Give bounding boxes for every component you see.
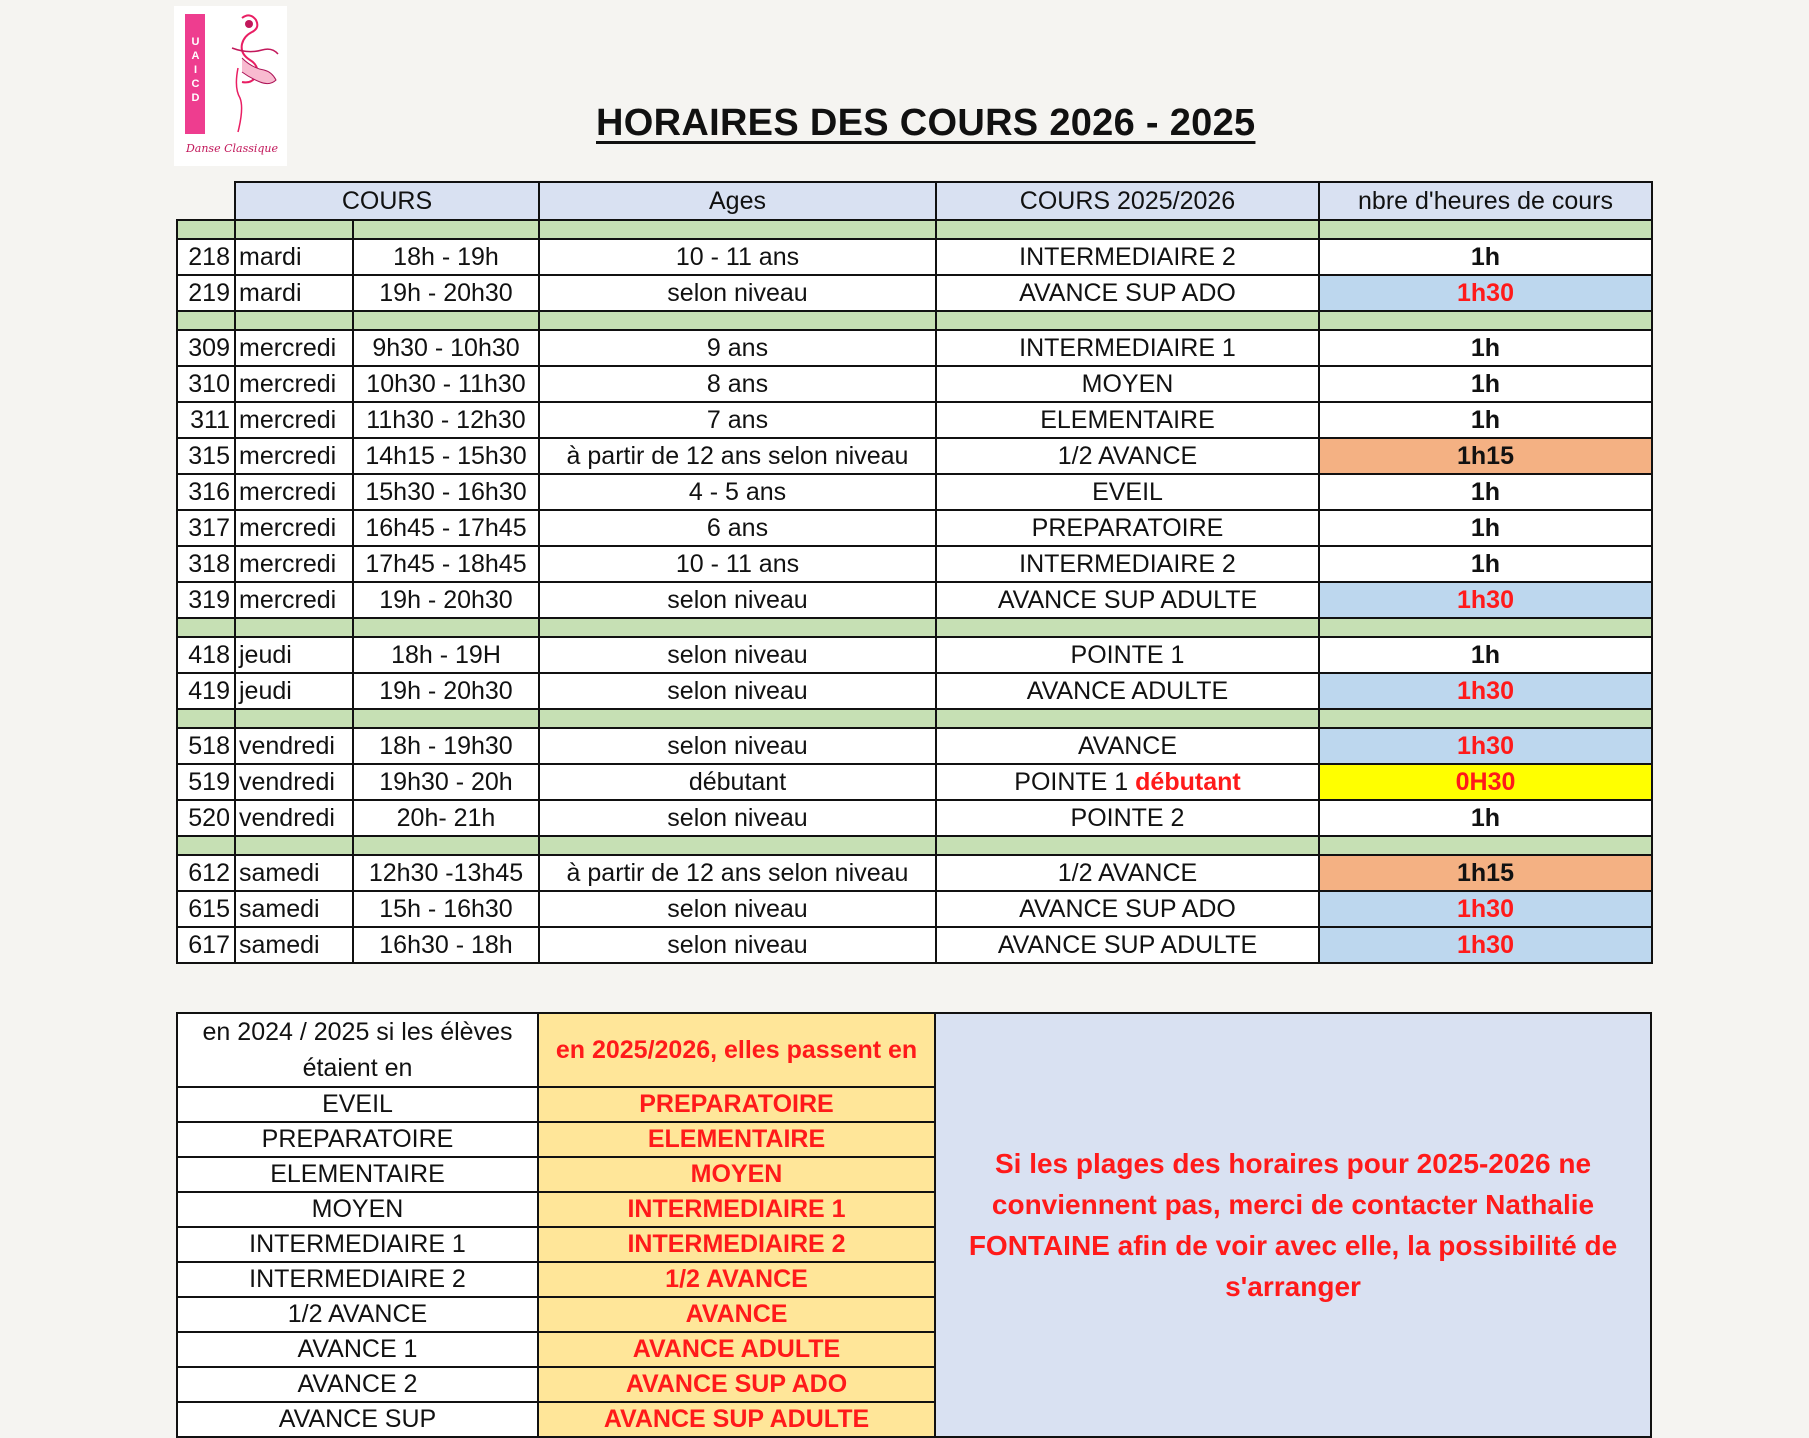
schedule-header-blank	[177, 182, 235, 220]
course-day: mercredi	[235, 330, 353, 366]
course-time: 10h30 - 11h30	[353, 366, 539, 402]
course-number: 315	[177, 438, 235, 474]
course-level	[936, 582, 1319, 618]
course-ages: selon niveau	[539, 582, 936, 618]
course-number: 612	[177, 855, 235, 891]
course-time: 15h30 - 16h30	[353, 474, 539, 510]
course-hours: 0H30	[1319, 764, 1652, 800]
course-hours: 1h30	[1319, 673, 1652, 709]
course-level	[936, 673, 1319, 709]
progression-to: AVANCE ADULTE	[538, 1332, 935, 1367]
course-hours: 1h	[1319, 510, 1652, 546]
course-time: 15h - 16h30	[353, 891, 539, 927]
course-level-label: 1/2 AVANCE	[1057, 441, 1198, 470]
course-number: 310	[177, 366, 235, 402]
progression-from: ELEMENTAIRE	[177, 1157, 538, 1192]
course-ages: 10 - 11 ans	[539, 239, 936, 275]
course-time: 16h45 - 17h45	[353, 510, 539, 546]
course-time: 19h - 20h30	[353, 275, 539, 311]
course-level-label: MOYEN	[1081, 369, 1174, 398]
schedule-row	[177, 366, 1652, 402]
course-day: jeudi	[235, 637, 353, 673]
course-level-label: AVANCE SUP ADULTE	[997, 585, 1258, 614]
header-hours: nbre d'heures de cours	[1319, 182, 1652, 220]
course-ages: selon niveau	[539, 891, 936, 927]
course-ages: à partir de 12 ans selon niveau	[539, 438, 936, 474]
course-day: vendredi	[235, 800, 353, 836]
separator-cell	[235, 311, 353, 330]
course-hours: 1h	[1319, 474, 1652, 510]
course-hours: 1h30	[1319, 728, 1652, 764]
course-ages: 9 ans	[539, 330, 936, 366]
separator-cell	[177, 220, 235, 239]
separator-cell	[936, 709, 1319, 728]
schedule-header-row	[177, 182, 1652, 220]
course-level-label: INTERMEDIAIRE 2	[1019, 549, 1236, 578]
course-ages: selon niveau	[539, 637, 936, 673]
course-level	[936, 330, 1319, 366]
course-level	[936, 474, 1319, 510]
schedule-row	[177, 402, 1652, 438]
header-ages: Ages	[539, 182, 936, 220]
course-level-label: AVANCE SUP ADULTE	[997, 930, 1258, 959]
course-hours: 1h	[1319, 402, 1652, 438]
course-number: 311	[177, 402, 235, 438]
course-level	[936, 855, 1319, 891]
course-number: 218	[177, 239, 235, 275]
course-day: mercredi	[235, 582, 353, 618]
schedule-row	[177, 637, 1652, 673]
course-level	[936, 239, 1319, 275]
course-level-label: INTERMEDIAIRE 1	[1019, 333, 1236, 362]
course-level	[936, 366, 1319, 402]
course-level	[936, 927, 1319, 963]
course-ages: selon niveau	[539, 275, 936, 311]
schedule-row	[177, 582, 1652, 618]
course-time: 16h30 - 18h	[353, 927, 539, 963]
course-time: 19h - 20h30	[353, 582, 539, 618]
course-day: samedi	[235, 855, 353, 891]
course-day: samedi	[235, 927, 353, 963]
course-level-label: POINTE 1	[1070, 640, 1185, 669]
schedule-body	[177, 220, 1652, 963]
separator-cell	[1319, 836, 1652, 855]
separator-cell	[353, 618, 539, 637]
progression-from: AVANCE 1	[177, 1332, 538, 1367]
course-hours: 1h	[1319, 330, 1652, 366]
progression-to: AVANCE SUP ADO	[538, 1367, 935, 1402]
course-ages: 6 ans	[539, 510, 936, 546]
course-number: 518	[177, 728, 235, 764]
course-number: 316	[177, 474, 235, 510]
course-level	[936, 510, 1319, 546]
progression-table	[176, 1012, 1652, 1438]
school-logo	[174, 6, 287, 166]
progression-from: AVANCE SUP	[177, 1402, 538, 1437]
course-number: 419	[177, 673, 235, 709]
schedule-row	[177, 800, 1652, 836]
progression-header-to: en 2025/2026, elles passent en	[538, 1013, 935, 1087]
course-level	[936, 275, 1319, 311]
course-hours: 1h15	[1319, 855, 1652, 891]
progression-header-row	[177, 1013, 1651, 1087]
course-day: samedi	[235, 891, 353, 927]
schedule-row	[177, 510, 1652, 546]
group-separator-row	[177, 311, 1652, 330]
course-hours: 1h	[1319, 637, 1652, 673]
separator-cell	[235, 836, 353, 855]
progression-to: AVANCE SUP ADULTE	[538, 1402, 935, 1437]
course-number: 219	[177, 275, 235, 311]
course-hours: 1h30	[1319, 275, 1652, 311]
separator-cell	[353, 220, 539, 239]
course-hours: 1h	[1319, 546, 1652, 582]
course-level	[936, 800, 1319, 836]
course-number: 309	[177, 330, 235, 366]
schedule-row	[177, 891, 1652, 927]
dancer-icon	[202, 8, 282, 138]
progression-to: MOYEN	[538, 1157, 935, 1192]
course-number: 615	[177, 891, 235, 927]
course-level	[936, 546, 1319, 582]
course-ages: selon niveau	[539, 673, 936, 709]
course-level	[936, 728, 1319, 764]
schedule-row	[177, 239, 1652, 275]
progression-from: EVEIL	[177, 1087, 538, 1122]
schedule-row	[177, 764, 1652, 800]
page-title: HORAIRES DES COURS 2026 - 2025	[596, 102, 1256, 144]
separator-cell	[177, 836, 235, 855]
progression-body	[177, 1013, 1651, 1437]
separator-cell	[177, 618, 235, 637]
contact-note: Si les plages des horaires pour 2025-2026 ne conviennent pas, merci de contacter Nathalie FONTAINE afin de voir avec elle, la possibilité de s'arranger	[935, 1013, 1651, 1437]
separator-cell	[1319, 618, 1652, 637]
course-day: vendredi	[235, 728, 353, 764]
schedule-table	[176, 181, 1653, 964]
progression-to: ELEMENTAIRE	[538, 1122, 935, 1157]
schedule-row	[177, 275, 1652, 311]
course-number: 317	[177, 510, 235, 546]
course-number: 318	[177, 546, 235, 582]
separator-cell	[1319, 220, 1652, 239]
logo-tagline: Danse Classique	[185, 142, 279, 155]
schedule-row	[177, 546, 1652, 582]
course-day: mercredi	[235, 366, 353, 402]
course-level-label: POINTE 1	[1014, 767, 1129, 796]
course-time: 19h - 20h30	[353, 673, 539, 709]
course-day: mercredi	[235, 474, 353, 510]
separator-cell	[539, 220, 936, 239]
schedule-row	[177, 927, 1652, 963]
course-ages: 7 ans	[539, 402, 936, 438]
course-number: 617	[177, 927, 235, 963]
course-level-label: ELEMENTAIRE	[1040, 405, 1215, 434]
course-time: 18h - 19h	[353, 239, 539, 275]
group-separator-row	[177, 709, 1652, 728]
progression-to: AVANCE	[538, 1297, 935, 1332]
course-level	[936, 764, 1319, 800]
separator-cell	[353, 311, 539, 330]
course-ages: 8 ans	[539, 366, 936, 402]
course-ages: 4 - 5 ans	[539, 474, 936, 510]
course-time: 19h30 - 20h	[353, 764, 539, 800]
progression-to: INTERMEDIAIRE 1	[538, 1192, 935, 1227]
course-number: 520	[177, 800, 235, 836]
course-level	[936, 402, 1319, 438]
course-hours: 1h30	[1319, 927, 1652, 963]
course-ages: selon niveau	[539, 800, 936, 836]
schedule-row	[177, 673, 1652, 709]
group-separator-row	[177, 220, 1652, 239]
progression-from: PREPARATOIRE	[177, 1122, 538, 1157]
course-hours: 1h	[1319, 366, 1652, 402]
separator-cell	[177, 311, 235, 330]
course-level	[936, 438, 1319, 474]
header-cours: COURS	[235, 182, 539, 220]
course-day: mercredi	[235, 438, 353, 474]
header-cours-2025-2026: COURS 2025/2026	[936, 182, 1319, 220]
schedule-row	[177, 438, 1652, 474]
course-time: 14h15 - 15h30	[353, 438, 539, 474]
course-day: mercredi	[235, 510, 353, 546]
course-hours: 1h30	[1319, 891, 1652, 927]
course-day: mardi	[235, 239, 353, 275]
separator-cell	[235, 220, 353, 239]
separator-cell	[936, 836, 1319, 855]
progression-from: 1/2 AVANCE	[177, 1297, 538, 1332]
course-level-label: AVANCE SUP ADO	[1019, 278, 1236, 307]
course-hours: 1h15	[1319, 438, 1652, 474]
progression-from: INTERMEDIAIRE 2	[177, 1262, 538, 1297]
course-level-extra: débutant	[1135, 767, 1241, 796]
course-ages: selon niveau	[539, 927, 936, 963]
course-level-label: PREPARATOIRE	[1031, 513, 1224, 542]
separator-cell	[1319, 311, 1652, 330]
course-number: 418	[177, 637, 235, 673]
course-number: 519	[177, 764, 235, 800]
schedule-row	[177, 330, 1652, 366]
separator-cell	[539, 709, 936, 728]
separator-cell	[539, 311, 936, 330]
course-time: 17h45 - 18h45	[353, 546, 539, 582]
course-level	[936, 637, 1319, 673]
course-time: 11h30 - 12h30	[353, 402, 539, 438]
course-ages: à partir de 12 ans selon niveau	[539, 855, 936, 891]
progression-to: PREPARATOIRE	[538, 1087, 935, 1122]
course-time: 18h - 19h30	[353, 728, 539, 764]
separator-cell	[235, 709, 353, 728]
course-day: mercredi	[235, 546, 353, 582]
separator-cell	[235, 618, 353, 637]
separator-cell	[936, 220, 1319, 239]
course-number: 319	[177, 582, 235, 618]
separator-cell	[936, 311, 1319, 330]
course-time: 12h30 -13h45	[353, 855, 539, 891]
progression-header-from: en 2024 / 2025 si les élèves étaient en	[177, 1013, 538, 1087]
course-day: jeudi	[235, 673, 353, 709]
course-level-label: EVEIL	[1092, 477, 1163, 506]
course-ages: débutant	[539, 764, 936, 800]
schedule-row	[177, 728, 1652, 764]
progression-from: INTERMEDIAIRE 1	[177, 1227, 538, 1262]
schedule-row	[177, 855, 1652, 891]
course-level-label: 1/2 AVANCE	[1057, 858, 1198, 887]
course-day: vendredi	[235, 764, 353, 800]
course-level	[936, 891, 1319, 927]
separator-cell	[177, 709, 235, 728]
progression-from: AVANCE 2	[177, 1367, 538, 1402]
course-time: 20h- 21h	[353, 800, 539, 836]
course-hours: 1h30	[1319, 582, 1652, 618]
course-time: 9h30 - 10h30	[353, 330, 539, 366]
separator-cell	[936, 618, 1319, 637]
course-ages: 10 - 11 ans	[539, 546, 936, 582]
group-separator-row	[177, 618, 1652, 637]
course-level-label: AVANCE SUP ADO	[1019, 894, 1236, 923]
course-day: mercredi	[235, 402, 353, 438]
group-separator-row	[177, 836, 1652, 855]
schedule-row	[177, 474, 1652, 510]
separator-cell	[353, 709, 539, 728]
separator-cell	[539, 618, 936, 637]
progression-from: MOYEN	[177, 1192, 538, 1227]
course-level-label: INTERMEDIAIRE 2	[1019, 242, 1236, 271]
separator-cell	[1319, 709, 1652, 728]
progression-to: 1/2 AVANCE	[538, 1262, 935, 1297]
course-level-label: AVANCE ADULTE	[1026, 676, 1229, 705]
progression-to: INTERMEDIAIRE 2	[538, 1227, 935, 1262]
separator-cell	[539, 836, 936, 855]
logo-letters: UAICD	[189, 36, 202, 106]
course-level-label: POINTE 2	[1070, 803, 1185, 832]
course-ages: selon niveau	[539, 728, 936, 764]
course-level-label: AVANCE	[1077, 731, 1178, 760]
course-day: mardi	[235, 275, 353, 311]
course-hours: 1h	[1319, 800, 1652, 836]
course-time: 18h - 19H	[353, 637, 539, 673]
separator-cell	[353, 836, 539, 855]
course-hours: 1h	[1319, 239, 1652, 275]
